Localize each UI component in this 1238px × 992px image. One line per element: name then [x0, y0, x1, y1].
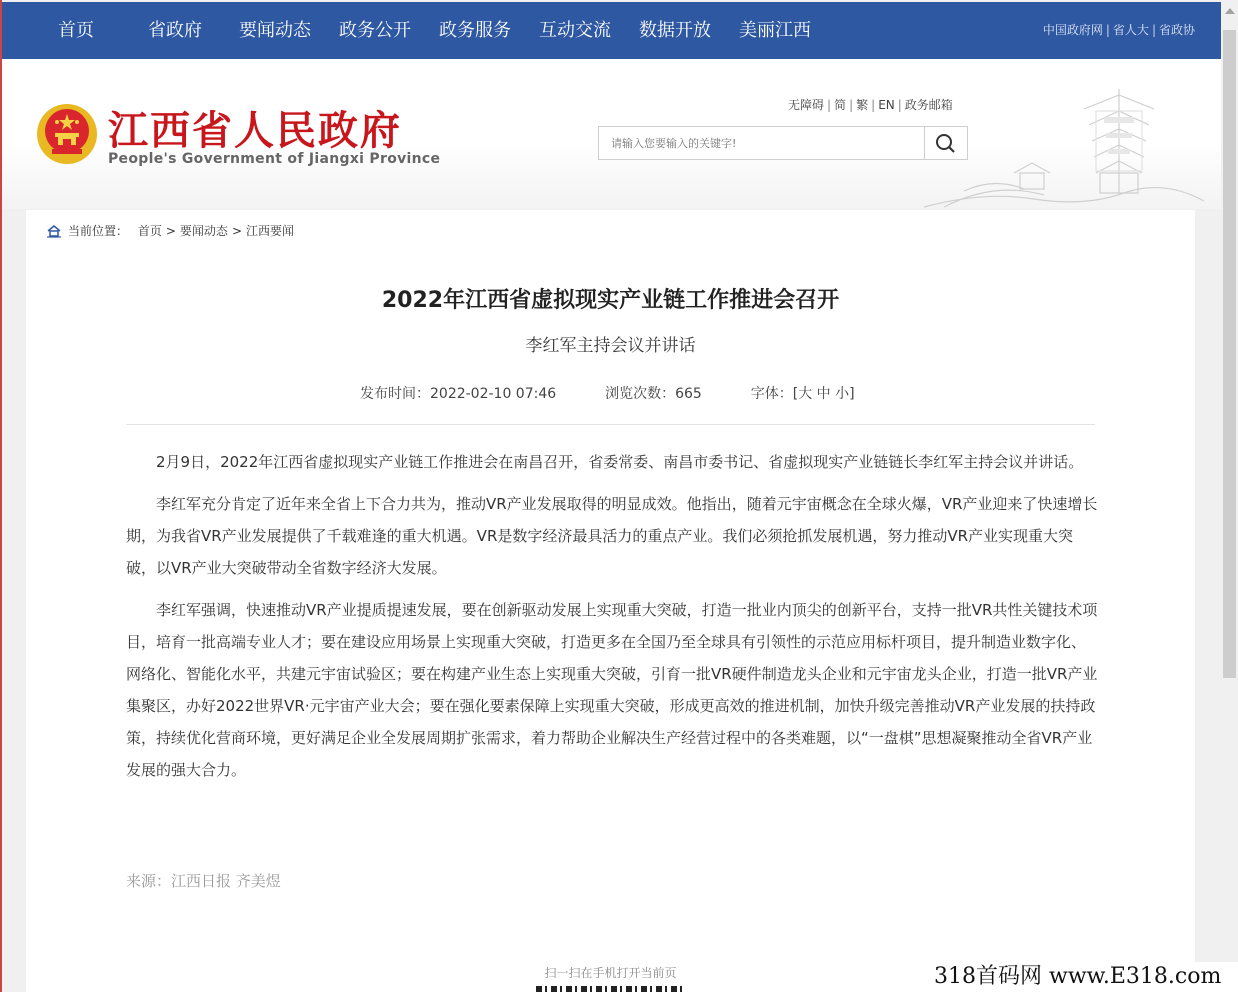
article-card	[26, 210, 1195, 992]
nav-home[interactable]: 首页	[58, 20, 94, 41]
link-provincial-cppcc[interactable]: 省政协	[1158, 23, 1195, 37]
article-paragraph: 2月9日，2022年江西省虚拟现实产业链工作推进会在南昌召开，省委常委、南昌市委书记、省虚拟现实产业链链长李红军主持会议并讲话。	[156, 453, 1084, 471]
scroll-up-icon[interactable]	[1225, 8, 1235, 14]
link-government-mail[interactable]: 政务邮箱	[904, 98, 953, 112]
search-box	[598, 126, 968, 160]
pagoda-illustration-icon	[924, 81, 1204, 209]
font-size-label: 字体：[	[750, 386, 799, 402]
nav-open-data[interactable]: 数据开放	[639, 20, 711, 41]
breadcrumb-news[interactable]: 要闻动态	[179, 224, 228, 238]
font-size-small[interactable]: 小	[835, 386, 850, 402]
publish-time: 2022-02-10 07:46	[430, 386, 557, 402]
top-navigation-bar	[2, 2, 1221, 59]
link-accessibility[interactable]: 无障碍	[788, 98, 825, 112]
article-title: 2022年江西省虚拟现实产业链工作推进会召开	[381, 288, 840, 313]
article-subtitle: 李红军主持会议并讲话	[525, 336, 696, 356]
site-title: 江西省人民政府	[108, 107, 402, 154]
link-simplified[interactable]: 简	[834, 98, 847, 112]
font-size-large[interactable]: 大	[798, 386, 813, 402]
link-english[interactable]: EN	[878, 98, 895, 112]
nav-interaction[interactable]: 互动交流	[539, 20, 611, 41]
watermark: 318首码网 www.E318.com	[922, 962, 1238, 992]
link-traditional[interactable]: 繁	[856, 98, 869, 112]
utility-links: 无障碍 | 简 | 繁 | EN | 政务邮箱	[788, 98, 953, 112]
views-label: 浏览次数：	[605, 386, 676, 402]
article-source: 来源：江西日报 齐美煜	[126, 872, 281, 890]
scrollbar-thumb[interactable]	[1223, 30, 1236, 678]
nav-government-services[interactable]: 政务服务	[439, 20, 511, 41]
search-input[interactable]	[599, 127, 925, 159]
font-size-medium[interactable]: 中	[816, 386, 831, 402]
divider	[126, 424, 1095, 425]
national-emblem-icon	[36, 103, 98, 165]
article-paragraph: 李红军充分肯定了近年来全省上下合力共为，推动VR产业发展取得的明显成效。他指出，随着元宇宙概念在全球火爆，VR产业迎来了快速增长期，为我省VR产业发展提供了千载难逢的重大机遇。VR是数字经济最具活力的重点产业。我们必须抢抓发展机遇，努力推动VR产业实现重大突破，以VR产业大突破带动全省数字经济大发展。	[126, 495, 1098, 577]
breadcrumb-separator: >	[231, 223, 242, 238]
article-paragraph: 李红军强调，快速推动VR产业提质提速发展，要在创新驱动发展上实现重大突破，打造一批业内顶尖的创新平台，支持一批VR共性关键技术项目，培育一批高端专业人才；要在建设应用场景上实现重大突破，打造更多在全国乃至全球具有引领性的示范应用标杆项目，提升制造业数字化、网络化、智能化水平，共建元宇宙试验区；要在构建产业生态上实现重大突破，引育一批VR硬件制造龙头企业和元宇宙龙头企业，打造一批VR产业集聚区，办好2022世界VR·元宇宙产业大会；要在强化要素保障上实现重大突破，形成更高效的推进机制，加快升级完善推动VR产业发展的扶持政策，持续优化营商环境，更好满足企业全发展周期扩张需求，着力帮助企业解决生产经营过程中的各类难题，以“一盘棋”思想凝聚推动全省VR产业发展的强大合力。	[126, 601, 1098, 779]
publish-label: 发布时间：	[360, 386, 430, 402]
article-body	[126, 446, 1098, 796]
vertical-scrollbar[interactable]	[1221, 0, 1238, 992]
breadcrumb-home[interactable]: 首页	[137, 224, 162, 238]
link-provincial-congress[interactable]: 省人大	[1112, 23, 1149, 37]
top-links: 中国政府网 | 省人大 | 省政协	[1042, 23, 1195, 37]
site-subtitle: People's Government of Jiangxi Province	[108, 151, 441, 167]
site-header	[2, 59, 1221, 209]
qr-caption: 扫一扫在手机打开当前页	[544, 966, 677, 980]
nav-government-affairs[interactable]: 政务公开	[339, 20, 411, 41]
view-count: 665	[675, 386, 702, 402]
font-size-close: ]	[849, 386, 855, 402]
breadcrumb	[46, 222, 294, 239]
breadcrumb-label: 当前位置：	[68, 224, 129, 238]
nav-news[interactable]: 要闻动态	[239, 20, 311, 41]
breadcrumb-jiangxi-news[interactable]: 江西要闻	[246, 224, 295, 238]
qr-code	[536, 986, 686, 992]
nav-beautiful-jiangxi[interactable]: 美丽江西	[739, 20, 811, 41]
article-meta	[360, 383, 855, 403]
home-icon	[46, 224, 62, 238]
nav-provincial-government[interactable]: 省政府	[148, 20, 202, 41]
link-central-government[interactable]: 中国政府网	[1042, 23, 1103, 37]
breadcrumb-separator: >	[165, 223, 176, 238]
